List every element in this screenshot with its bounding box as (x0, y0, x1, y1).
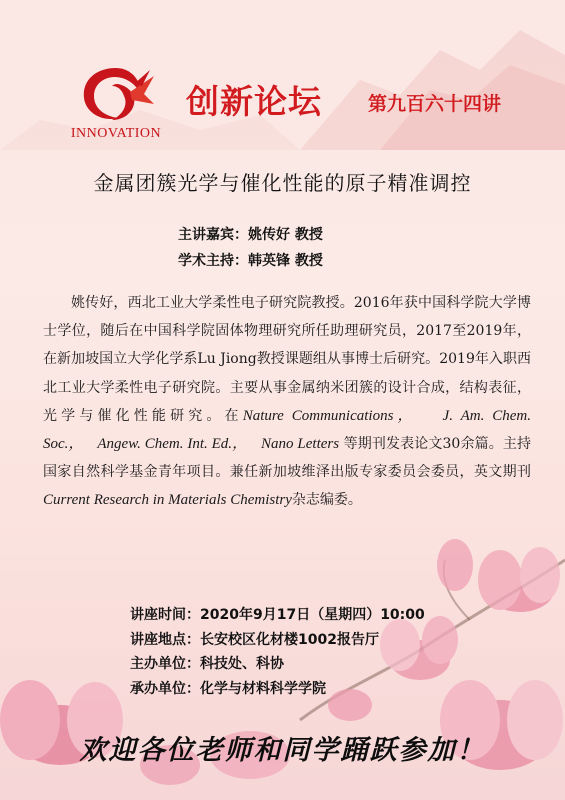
lecture-number: 第九百六十四讲 (368, 93, 502, 115)
welcome-message: 欢迎各位老师和同学踊跃参加！ (79, 735, 486, 766)
info-value: 长安校区化材楼1002报告厅 (200, 631, 379, 648)
lecture-info (130, 604, 425, 702)
journal-name: Nano Letters (261, 436, 340, 453)
speaker-biography (43, 289, 531, 515)
bio-text: 杂志编委。 (291, 492, 362, 509)
innovation-logo (56, 64, 176, 146)
speaker-line: 主讲嘉宾：姚传好 教授 (178, 227, 323, 243)
journal-name: Nature Communications， (242, 407, 417, 424)
logo-text: INNOVATION (70, 126, 162, 141)
journal-name: Current Research in Materials Chemistry (43, 492, 292, 509)
lecture-title: 金属团簇光学与催化性能的原子精准调控 (93, 171, 472, 195)
info-value: 2020年9月17日（星期四）10:00 (200, 607, 425, 623)
info-organizer (130, 653, 425, 678)
logo-swirl-icon (74, 64, 158, 124)
info-label: 讲座地点 ： (130, 632, 200, 648)
forum-title: 创新论坛 (186, 82, 322, 121)
info-label: 主办单位 ： (130, 656, 200, 672)
info-time (130, 604, 425, 629)
info-label: 承办单位 ： (130, 681, 200, 697)
journal-name: J. Am. Chem. Soc.， (43, 407, 531, 453)
bio-text: 姚传好，西北工业大学柔性电子研究院教授。2016年获中国科学院大学博士学位，随后在中国科学院固体物理研究所任助理研究员，2017至2019年，在新加坡国立大学化学系Lu Jiong教授课题组从事博士后研究。2019年入职西北工业大学柔性电子研究院。主要从事金属纳米团簇的设计合成，结构表征，光学与催化性能研究。在 (43, 295, 531, 424)
info-value: 化学与材料科学学院 (200, 680, 326, 697)
host-line: 学术主持：韩英锋 教授 (178, 253, 323, 269)
journal-name: Angew. Chem. Int. Ed.， (97, 436, 248, 453)
info-location (130, 629, 425, 654)
info-label: 讲座时间 ： (130, 607, 200, 623)
bio-text: 等期刊发表论文30余篇。主持国家自然科学基金青年项目。兼任新加坡维泽出版专家委员会委员，英文期刊 (43, 436, 531, 481)
info-host-unit (130, 678, 425, 703)
info-value: 科技处、科协 (200, 656, 284, 672)
